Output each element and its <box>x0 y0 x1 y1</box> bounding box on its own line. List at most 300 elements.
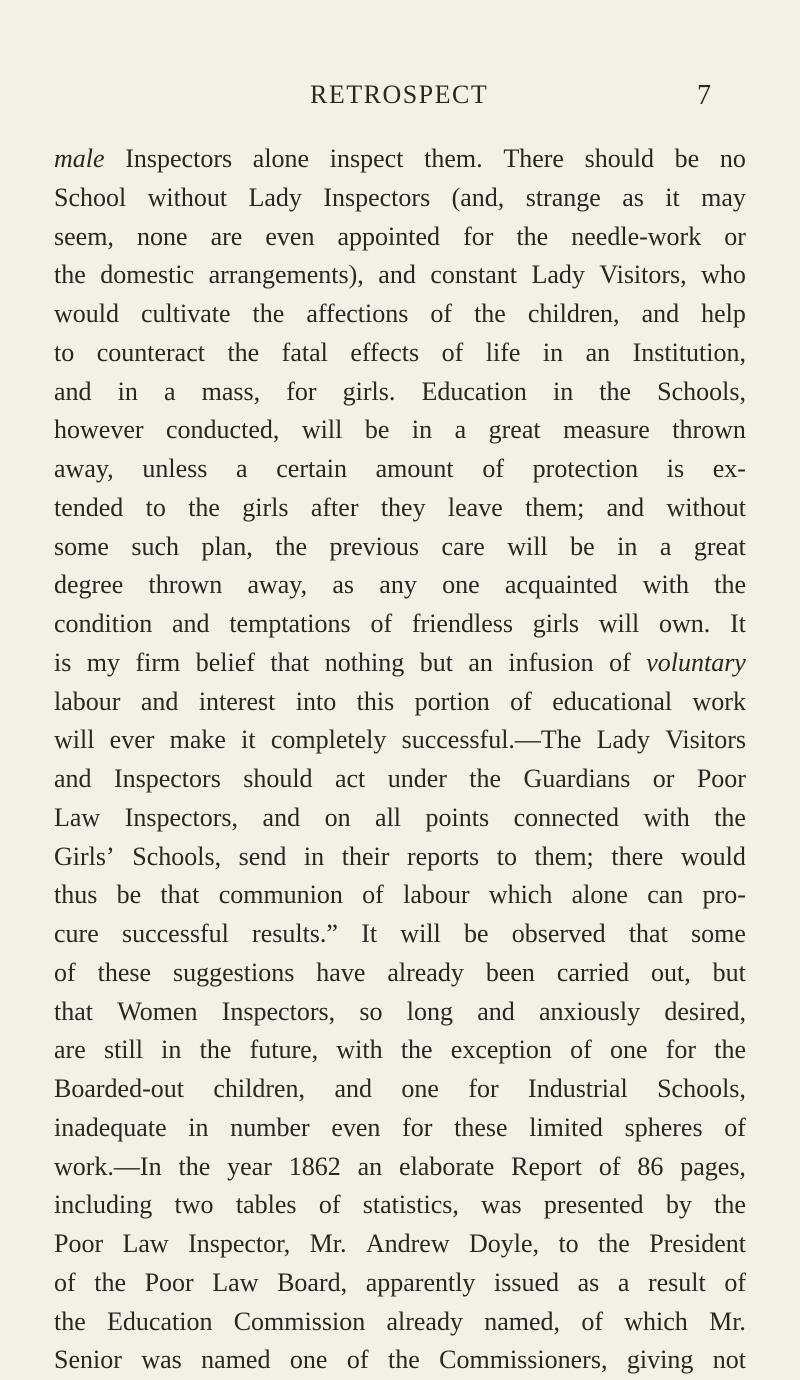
word: no <box>719 144 746 173</box>
word: the <box>599 376 632 406</box>
word: tended <box>54 492 124 522</box>
word: the <box>400 1035 433 1065</box>
word: of <box>346 1345 369 1375</box>
word: they <box>380 492 426 522</box>
word: unless <box>142 454 208 483</box>
word: so <box>359 996 383 1026</box>
word: observed <box>511 919 606 948</box>
word: inadequate <box>54 1112 167 1142</box>
word: results.” <box>252 919 338 948</box>
word: or <box>652 764 675 793</box>
word: out, <box>650 957 691 987</box>
word: work.—In <box>54 1151 162 1181</box>
word: Schools, <box>657 376 746 406</box>
word: Inspectors, <box>221 996 336 1026</box>
text-line <box>54 295 746 334</box>
word: labour <box>403 880 470 910</box>
word: will <box>301 415 343 445</box>
word: cure <box>54 919 99 948</box>
word: the <box>714 1190 746 1220</box>
word: great <box>488 415 541 445</box>
word: of <box>482 454 504 483</box>
word: Inspectors, <box>124 802 239 832</box>
word: for <box>665 1035 697 1065</box>
word: the <box>598 1229 630 1258</box>
word: acquainted <box>504 570 618 600</box>
word: the <box>714 570 746 600</box>
body-text <box>54 140 746 1380</box>
word: educational <box>552 686 673 716</box>
word: is <box>54 647 72 677</box>
word: one <box>401 1074 439 1103</box>
word: one <box>609 1035 648 1065</box>
word: Law <box>212 1267 259 1297</box>
word: the <box>469 764 502 793</box>
word: the <box>714 1035 746 1065</box>
word: spheres <box>624 1112 703 1142</box>
text-line <box>54 721 746 760</box>
text-line <box>54 799 746 838</box>
word: and <box>172 609 210 638</box>
word: one <box>289 1345 328 1375</box>
word: without <box>147 182 228 212</box>
word: all <box>375 802 402 832</box>
word: cultivate <box>141 299 231 328</box>
word: a <box>163 376 176 406</box>
word: friendless <box>411 609 513 638</box>
word: of <box>318 1190 341 1220</box>
word: to <box>145 492 166 522</box>
word: measure <box>563 415 650 445</box>
word: with <box>643 802 690 832</box>
word: counteract <box>96 337 205 367</box>
word: as <box>332 570 355 600</box>
word: apparently <box>365 1267 476 1297</box>
word: by <box>665 1190 692 1220</box>
word: life <box>485 337 521 367</box>
word: successful <box>121 919 229 948</box>
word: It <box>361 919 378 948</box>
word: Andrew <box>365 1229 450 1258</box>
word: arrangements), <box>208 260 364 290</box>
word: girls <box>242 492 289 522</box>
word: the <box>94 1267 127 1297</box>
text-line <box>54 1264 746 1303</box>
word: Poor <box>54 1229 104 1258</box>
word: mass, <box>201 376 261 406</box>
word: Law <box>54 802 101 832</box>
text-line <box>54 1225 746 1264</box>
word: in <box>617 531 638 561</box>
word: Inspectors <box>125 144 233 173</box>
word: however <box>54 415 144 445</box>
word: that <box>628 919 668 948</box>
word: certain <box>276 454 347 483</box>
word: would <box>54 299 119 328</box>
word: Institution, <box>632 337 746 367</box>
word: under <box>387 764 447 793</box>
word: There <box>503 144 564 173</box>
word: Doyle, <box>469 1229 540 1258</box>
word: Schools, <box>657 1074 746 1103</box>
word: It <box>730 609 746 638</box>
word: which <box>624 1306 688 1336</box>
word: points <box>425 802 490 832</box>
text-line <box>54 528 746 567</box>
word: that <box>270 647 310 677</box>
word: number <box>230 1112 310 1142</box>
word: and <box>140 686 179 716</box>
word: Board, <box>277 1267 348 1297</box>
word: one <box>442 570 480 600</box>
word: of <box>724 1112 746 1142</box>
word: and <box>54 764 92 793</box>
word: will <box>54 725 95 755</box>
word: make <box>169 725 226 755</box>
word: male <box>54 144 105 173</box>
word: domestic <box>100 260 195 290</box>
word: the <box>474 299 506 328</box>
word: Education <box>107 1306 213 1336</box>
word: will <box>507 531 548 561</box>
word: for <box>463 221 494 251</box>
word: Poor <box>144 1267 194 1297</box>
word: seem, <box>54 221 114 251</box>
word: giving <box>626 1345 694 1375</box>
word: of <box>362 880 384 910</box>
text-line <box>54 218 746 257</box>
word: but <box>712 957 746 987</box>
word: Lady <box>248 182 302 212</box>
word: care <box>441 531 485 561</box>
word: portion <box>414 686 490 716</box>
word: was <box>141 1345 182 1375</box>
word: of <box>54 957 76 987</box>
word: some <box>691 919 746 948</box>
word: already <box>387 957 464 987</box>
word: reports <box>406 841 480 871</box>
word: firm <box>135 647 181 677</box>
text-line <box>54 1031 746 1070</box>
word: be <box>364 415 390 445</box>
word: appointed <box>337 221 441 251</box>
word: be <box>116 880 142 910</box>
text-line <box>54 1186 746 1225</box>
word: protection <box>532 454 639 483</box>
word: in <box>542 337 564 367</box>
word: completely <box>270 725 387 755</box>
word: Senior <box>54 1345 122 1375</box>
word: the <box>516 221 549 251</box>
text-line <box>54 1341 746 1380</box>
word: already <box>386 1306 463 1336</box>
word: ever <box>109 725 155 755</box>
word: it <box>241 725 256 755</box>
word: into <box>295 686 337 716</box>
word: some <box>54 531 109 561</box>
word: and <box>378 260 416 290</box>
word: Mr. <box>309 1229 347 1258</box>
text-line <box>54 489 746 528</box>
word: Women <box>117 996 198 1026</box>
word: including <box>54 1190 153 1220</box>
word: the <box>227 337 260 367</box>
word: elaborate <box>399 1151 495 1181</box>
word: leave <box>447 492 503 522</box>
word: help <box>701 299 746 328</box>
word: the <box>714 802 746 832</box>
word: Mr. <box>709 1306 746 1336</box>
word: away, <box>247 570 308 600</box>
word: this <box>356 686 395 716</box>
word: the <box>54 260 86 290</box>
word: is <box>666 454 685 483</box>
word: Education <box>421 376 527 406</box>
word: Report <box>511 1151 582 1181</box>
word: to <box>54 337 75 367</box>
word: with <box>642 570 689 600</box>
word: result <box>647 1267 706 1297</box>
word: alone <box>252 144 310 173</box>
word: and <box>606 492 645 522</box>
word: limited <box>529 1112 603 1142</box>
word: named, <box>484 1306 561 1336</box>
word: alone <box>571 880 628 910</box>
word: for <box>402 1112 433 1142</box>
word: Lady <box>596 725 650 755</box>
word: two <box>174 1190 214 1220</box>
word: the <box>199 1035 232 1065</box>
word: away, <box>54 454 114 483</box>
word: may <box>701 182 746 212</box>
word: Poor <box>696 764 746 793</box>
text-line <box>54 993 746 1032</box>
word: in <box>117 376 138 406</box>
word: Lady <box>531 260 585 290</box>
text-line <box>54 140 746 179</box>
text-line <box>54 566 746 605</box>
word: are <box>210 221 243 251</box>
word: girls. <box>342 376 396 406</box>
word: to <box>558 1229 579 1258</box>
text-line <box>54 915 746 954</box>
word: a <box>617 1267 630 1297</box>
word: of <box>510 686 532 716</box>
word: Commission <box>233 1306 366 1336</box>
word: these <box>97 957 152 987</box>
word: the <box>387 1345 420 1375</box>
word: an <box>357 1151 383 1181</box>
word: and <box>334 1074 372 1103</box>
word: who <box>701 260 746 290</box>
word: the <box>275 531 307 561</box>
text-line <box>54 373 746 412</box>
word: for <box>468 1074 499 1103</box>
word: even <box>331 1112 381 1142</box>
word: an <box>585 337 611 367</box>
word: can <box>647 880 684 910</box>
word: pages, <box>680 1151 746 1181</box>
word: communion <box>218 880 343 910</box>
word: their <box>341 841 390 871</box>
word: issued <box>494 1267 560 1297</box>
word: Inspectors <box>113 764 221 793</box>
word: girls <box>532 609 579 638</box>
word: in <box>303 841 325 871</box>
word: which <box>488 880 553 910</box>
text-line <box>54 760 746 799</box>
word: tables <box>235 1190 297 1220</box>
word: carried <box>556 957 630 987</box>
text-line <box>54 605 746 644</box>
word: thus <box>54 880 98 910</box>
word: for <box>286 376 317 406</box>
word: great <box>693 531 746 561</box>
word: even <box>265 221 315 251</box>
word: named <box>201 1345 271 1375</box>
text-line <box>54 334 746 373</box>
word: still <box>103 1035 143 1065</box>
word: children, <box>527 299 620 328</box>
text-line <box>54 1148 746 1187</box>
word: infusion <box>508 647 594 677</box>
word: will <box>400 919 441 948</box>
page-number: 7 <box>697 80 711 111</box>
word: pro- <box>702 880 746 910</box>
word: none <box>136 221 188 251</box>
word: will <box>598 609 640 638</box>
word: as <box>577 1267 600 1297</box>
word: a <box>659 531 672 561</box>
word: or <box>724 221 746 251</box>
text-line <box>54 683 746 722</box>
text-line <box>54 876 746 915</box>
word: of <box>370 609 393 638</box>
word: have <box>316 957 366 987</box>
word: affections <box>306 299 409 328</box>
word: constant <box>430 260 517 290</box>
text-line <box>54 954 746 993</box>
word: them; <box>525 492 585 522</box>
word: been <box>485 957 535 987</box>
text-line <box>54 644 746 683</box>
word: strange <box>525 182 601 212</box>
word: Boarded-out <box>54 1074 184 1103</box>
word: the <box>188 492 220 522</box>
word: suggestions <box>173 957 295 987</box>
word: on <box>324 802 351 832</box>
word: nothing <box>324 647 405 677</box>
word: send <box>238 841 287 871</box>
text-line <box>54 450 746 489</box>
text-line <box>54 256 746 295</box>
word: Industrial <box>528 1074 628 1103</box>
word: any <box>379 570 417 600</box>
word: in <box>552 376 574 406</box>
word: connected <box>513 802 619 832</box>
word: year <box>227 1151 272 1181</box>
text-line <box>54 1303 746 1342</box>
text-line <box>54 179 746 218</box>
word: would <box>680 841 746 871</box>
word: and <box>262 802 301 832</box>
word: my <box>86 647 121 677</box>
word: Visitors <box>665 725 746 755</box>
word: temptations <box>229 609 351 638</box>
word: there <box>611 841 664 871</box>
word: after <box>310 492 359 522</box>
word: such <box>131 531 180 561</box>
word: belief <box>195 647 255 677</box>
word: amount <box>375 454 454 483</box>
word: of <box>581 1306 603 1336</box>
word: work <box>692 686 746 716</box>
word: of <box>724 1267 746 1297</box>
word: plan, <box>201 531 253 561</box>
word: and <box>477 996 515 1026</box>
word: are <box>54 1035 86 1065</box>
word: to <box>496 841 517 871</box>
word: should <box>584 144 654 173</box>
word: a <box>236 454 248 483</box>
word: anxiously <box>539 996 641 1026</box>
word: in <box>188 1112 209 1142</box>
word: be <box>570 531 595 561</box>
word: successful.—The <box>401 725 582 755</box>
word: presented <box>543 1190 644 1220</box>
word: that <box>54 996 93 1026</box>
word: of <box>598 1151 621 1181</box>
word: a <box>454 415 467 445</box>
word: of <box>54 1267 76 1297</box>
word: of <box>609 647 631 677</box>
text-line <box>54 411 746 450</box>
word: Girls’ <box>54 841 115 871</box>
word: them; <box>534 841 594 871</box>
word: condition <box>54 609 153 638</box>
word: future, <box>249 1035 319 1065</box>
word: and <box>641 299 680 328</box>
word: act <box>334 764 366 793</box>
word: children, <box>213 1074 306 1103</box>
word: President <box>649 1229 746 1258</box>
word: and <box>54 376 92 406</box>
word: these <box>454 1112 508 1142</box>
word: statistics, <box>362 1190 459 1220</box>
word: the <box>54 1306 86 1336</box>
word: that <box>160 880 200 910</box>
word: it <box>665 182 680 212</box>
word: Inspectors <box>323 182 431 212</box>
word: them. <box>424 144 483 173</box>
word: was <box>481 1190 522 1220</box>
word: in <box>161 1035 182 1065</box>
word: (and, <box>451 182 505 212</box>
word: long <box>406 996 453 1026</box>
word: Law <box>122 1229 169 1258</box>
word: effects <box>350 337 420 367</box>
running-title: RETROSPECT <box>310 80 489 109</box>
word: Commissioners, <box>439 1345 608 1375</box>
word: of <box>570 1035 592 1065</box>
word: thrown <box>672 415 746 445</box>
word: be <box>463 919 489 948</box>
word: voluntary <box>646 647 746 677</box>
word: Inspector, <box>188 1229 291 1258</box>
word: Schools, <box>132 841 222 871</box>
word: previous <box>329 531 420 561</box>
word: of <box>441 337 464 367</box>
